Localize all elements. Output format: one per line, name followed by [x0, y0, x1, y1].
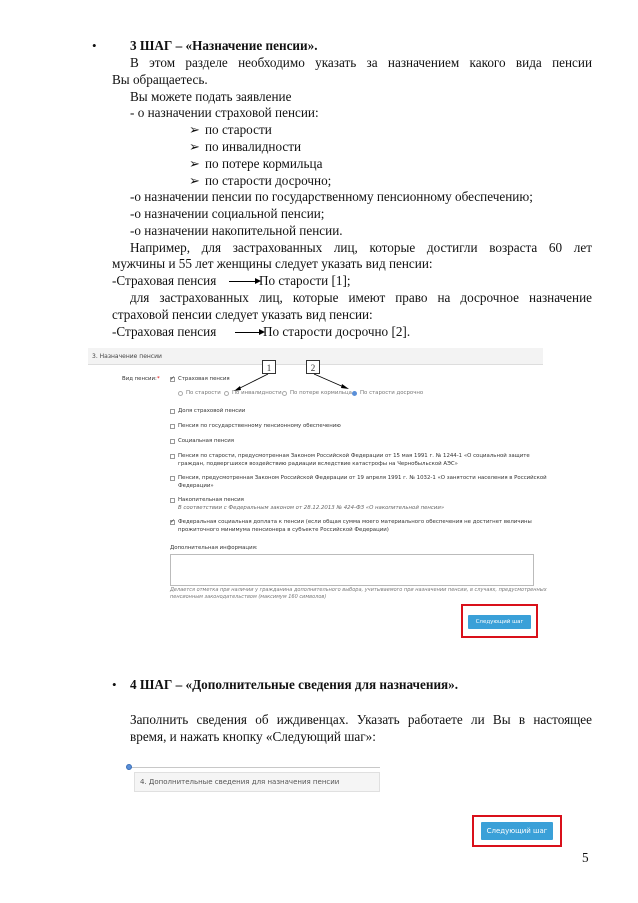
radio-invalidnost[interactable]: [224, 391, 229, 396]
bullet-step3: •: [92, 38, 97, 53]
checkbox-doplata[interactable]: [170, 520, 175, 525]
list-item-3: по потере кормильца: [205, 156, 323, 171]
field-label: Вид пенсии:: [122, 376, 157, 382]
screenshot-step3-form: [88, 348, 547, 648]
next-step-button[interactable]: Следующий шаг: [468, 615, 531, 629]
checkbox-option[interactable]: [170, 439, 175, 444]
option-doplata-1: Федеральная социальная доплата к пенсии (если общая сумма моего материального обеспечения не достигнет величины: [178, 519, 532, 525]
hint-line2: пенсионным законодательством (максимум 160 символов): [170, 594, 327, 600]
checkbox-option[interactable]: [170, 409, 175, 414]
checkbox-option[interactable]: [170, 454, 175, 459]
form-header: 3. Назначение пенсии: [92, 353, 162, 360]
radio-dosrochno[interactable]: [352, 391, 357, 396]
list-item-4: по старости досрочно;: [205, 173, 332, 188]
required-mark: *: [157, 376, 160, 382]
option-chaes-1: Пенсия по старости, предусмотренная Законом Российской Федерации от 15 мая 1991 г. № 1244-1 «О социальной защите: [178, 453, 530, 459]
hint-line1: Делается отметка при наличии у гражданина дополнительного выбора, учитываемого при назначении пенсии, в случаях, предусмотренных: [170, 587, 547, 593]
step4-title: 4 ШАГ – «Дополнительные сведения для назначения».: [130, 677, 459, 692]
list-marker: ➢: [189, 173, 201, 188]
step3-p4: -о назначении пенсии по государственному пенсионному обеспечению;: [130, 189, 533, 204]
step3-p6: -о назначении накопительной пенсии.: [130, 223, 343, 238]
option-social: Социальная пенсия: [178, 438, 235, 444]
extra-info-textarea[interactable]: [170, 554, 534, 586]
bullet-step4: •: [112, 677, 117, 692]
list-item-1: по старости: [205, 122, 272, 137]
step3-p1-line2: Вы обращаетесь.: [112, 72, 208, 87]
option-gos: Пенсия по государственному пенсионному обеспечению: [178, 423, 341, 429]
step-dot-icon: [126, 764, 132, 770]
step4-p1-line2: время, и нажать кнопку «Следующий шаг»:: [130, 729, 376, 744]
step3-p5: -о назначении социальной пенсии;: [130, 206, 325, 221]
step3-title: 3 ШАГ – «Назначение пенсии».: [130, 38, 318, 53]
step3-p8-line2: страховой пенсии следует указать вид пенсии:: [112, 307, 373, 322]
option-zanyatost-2: Федерации»: [178, 483, 214, 489]
option-strahovaya: Страховая пенсия: [178, 376, 230, 382]
radio-label-kormilets: По потере кормильца: [290, 390, 352, 396]
step3-p7-line1: Например, для застрахованных лиц, которые достигли возраста 60 лет: [130, 240, 592, 255]
arrow-2-line: [314, 374, 346, 388]
option-doplata-2: прожиточного минимума пенсионера в субъекте Российской Федерации): [178, 527, 389, 533]
radio-label-dosrochno: По старости досрочно: [360, 390, 424, 396]
checkbox-option[interactable]: [170, 424, 175, 429]
arrow-1-line: [236, 374, 268, 390]
step3-p2: Вы можете подать заявление: [130, 89, 292, 104]
radio-label-starost: По старости: [186, 390, 221, 396]
list-item-2: по инвалидности: [205, 139, 302, 154]
checkbox-option[interactable]: [170, 498, 175, 503]
list-marker: ➢: [189, 139, 201, 154]
screenshot-step4-header: [128, 763, 380, 795]
arrow-line: [235, 332, 261, 333]
example2-right: По старости досрочно [2].: [263, 324, 411, 339]
radio-starost[interactable]: [178, 391, 183, 396]
list-marker: ➢: [189, 122, 201, 137]
example1-left: -Страховая пенсия: [112, 273, 217, 288]
next-step-button[interactable]: Следующий шаг: [481, 822, 553, 840]
example2-left: -Страховая пенсия: [112, 324, 217, 339]
checkbox-strahovaya[interactable]: [170, 377, 175, 382]
option-nakop-note: В соответствии с Федеральным законом от 28.12.2013 № 424-ФЗ «О накопительной пенсии»: [178, 505, 445, 511]
divider: [128, 767, 380, 768]
option-nakop: Накопительная пенсия: [178, 497, 244, 503]
extra-info-label: Дополнительная информация:: [170, 545, 258, 551]
example1-right: По старости [1];: [259, 273, 351, 288]
marker-1: 1: [262, 360, 276, 374]
option-chaes-2: граждан, подвергшихся воздействию радиации вследствие катастрофы на Чернобыльской АЭС»: [178, 461, 458, 467]
radio-kormilets[interactable]: [282, 391, 287, 396]
step3-p8-line1: для застрахованных лиц, которые имеют право на досрочное назначение: [130, 290, 592, 305]
marker-2: 2: [306, 360, 320, 374]
section-header: 4. Дополнительные сведения для назначения пенсии: [140, 778, 340, 786]
arrow-2-head: [341, 384, 349, 389]
checkbox-option[interactable]: [170, 476, 175, 481]
step3-p3: - о назначении страховой пенсии:: [130, 105, 319, 120]
list-marker: ➢: [189, 156, 201, 171]
arrow-line: [229, 281, 257, 282]
step4-p1-line1: Заполнить сведения об иждивенцах. Указать работаете ли Вы в настоящее: [130, 712, 592, 727]
page-number: 5: [582, 850, 589, 865]
step3-p1-line1: В этом разделе необходимо указать за назначением какого вида пенсии: [130, 55, 592, 70]
option-dolya: Доля страховой пенсии: [178, 408, 246, 414]
marker-arrows: [88, 348, 543, 408]
option-zanyatost-1: Пенсия, предусмотренная Законом Российской Федерации от 19 апреля 1991 г. № 1032-1 «О занятости населения в Российской: [178, 475, 547, 481]
radio-label-invalidnost: По инвалидности: [232, 390, 282, 396]
step3-p7-line2: мужчины и 55 лет женщины следует указать вид пенсии:: [112, 256, 433, 271]
